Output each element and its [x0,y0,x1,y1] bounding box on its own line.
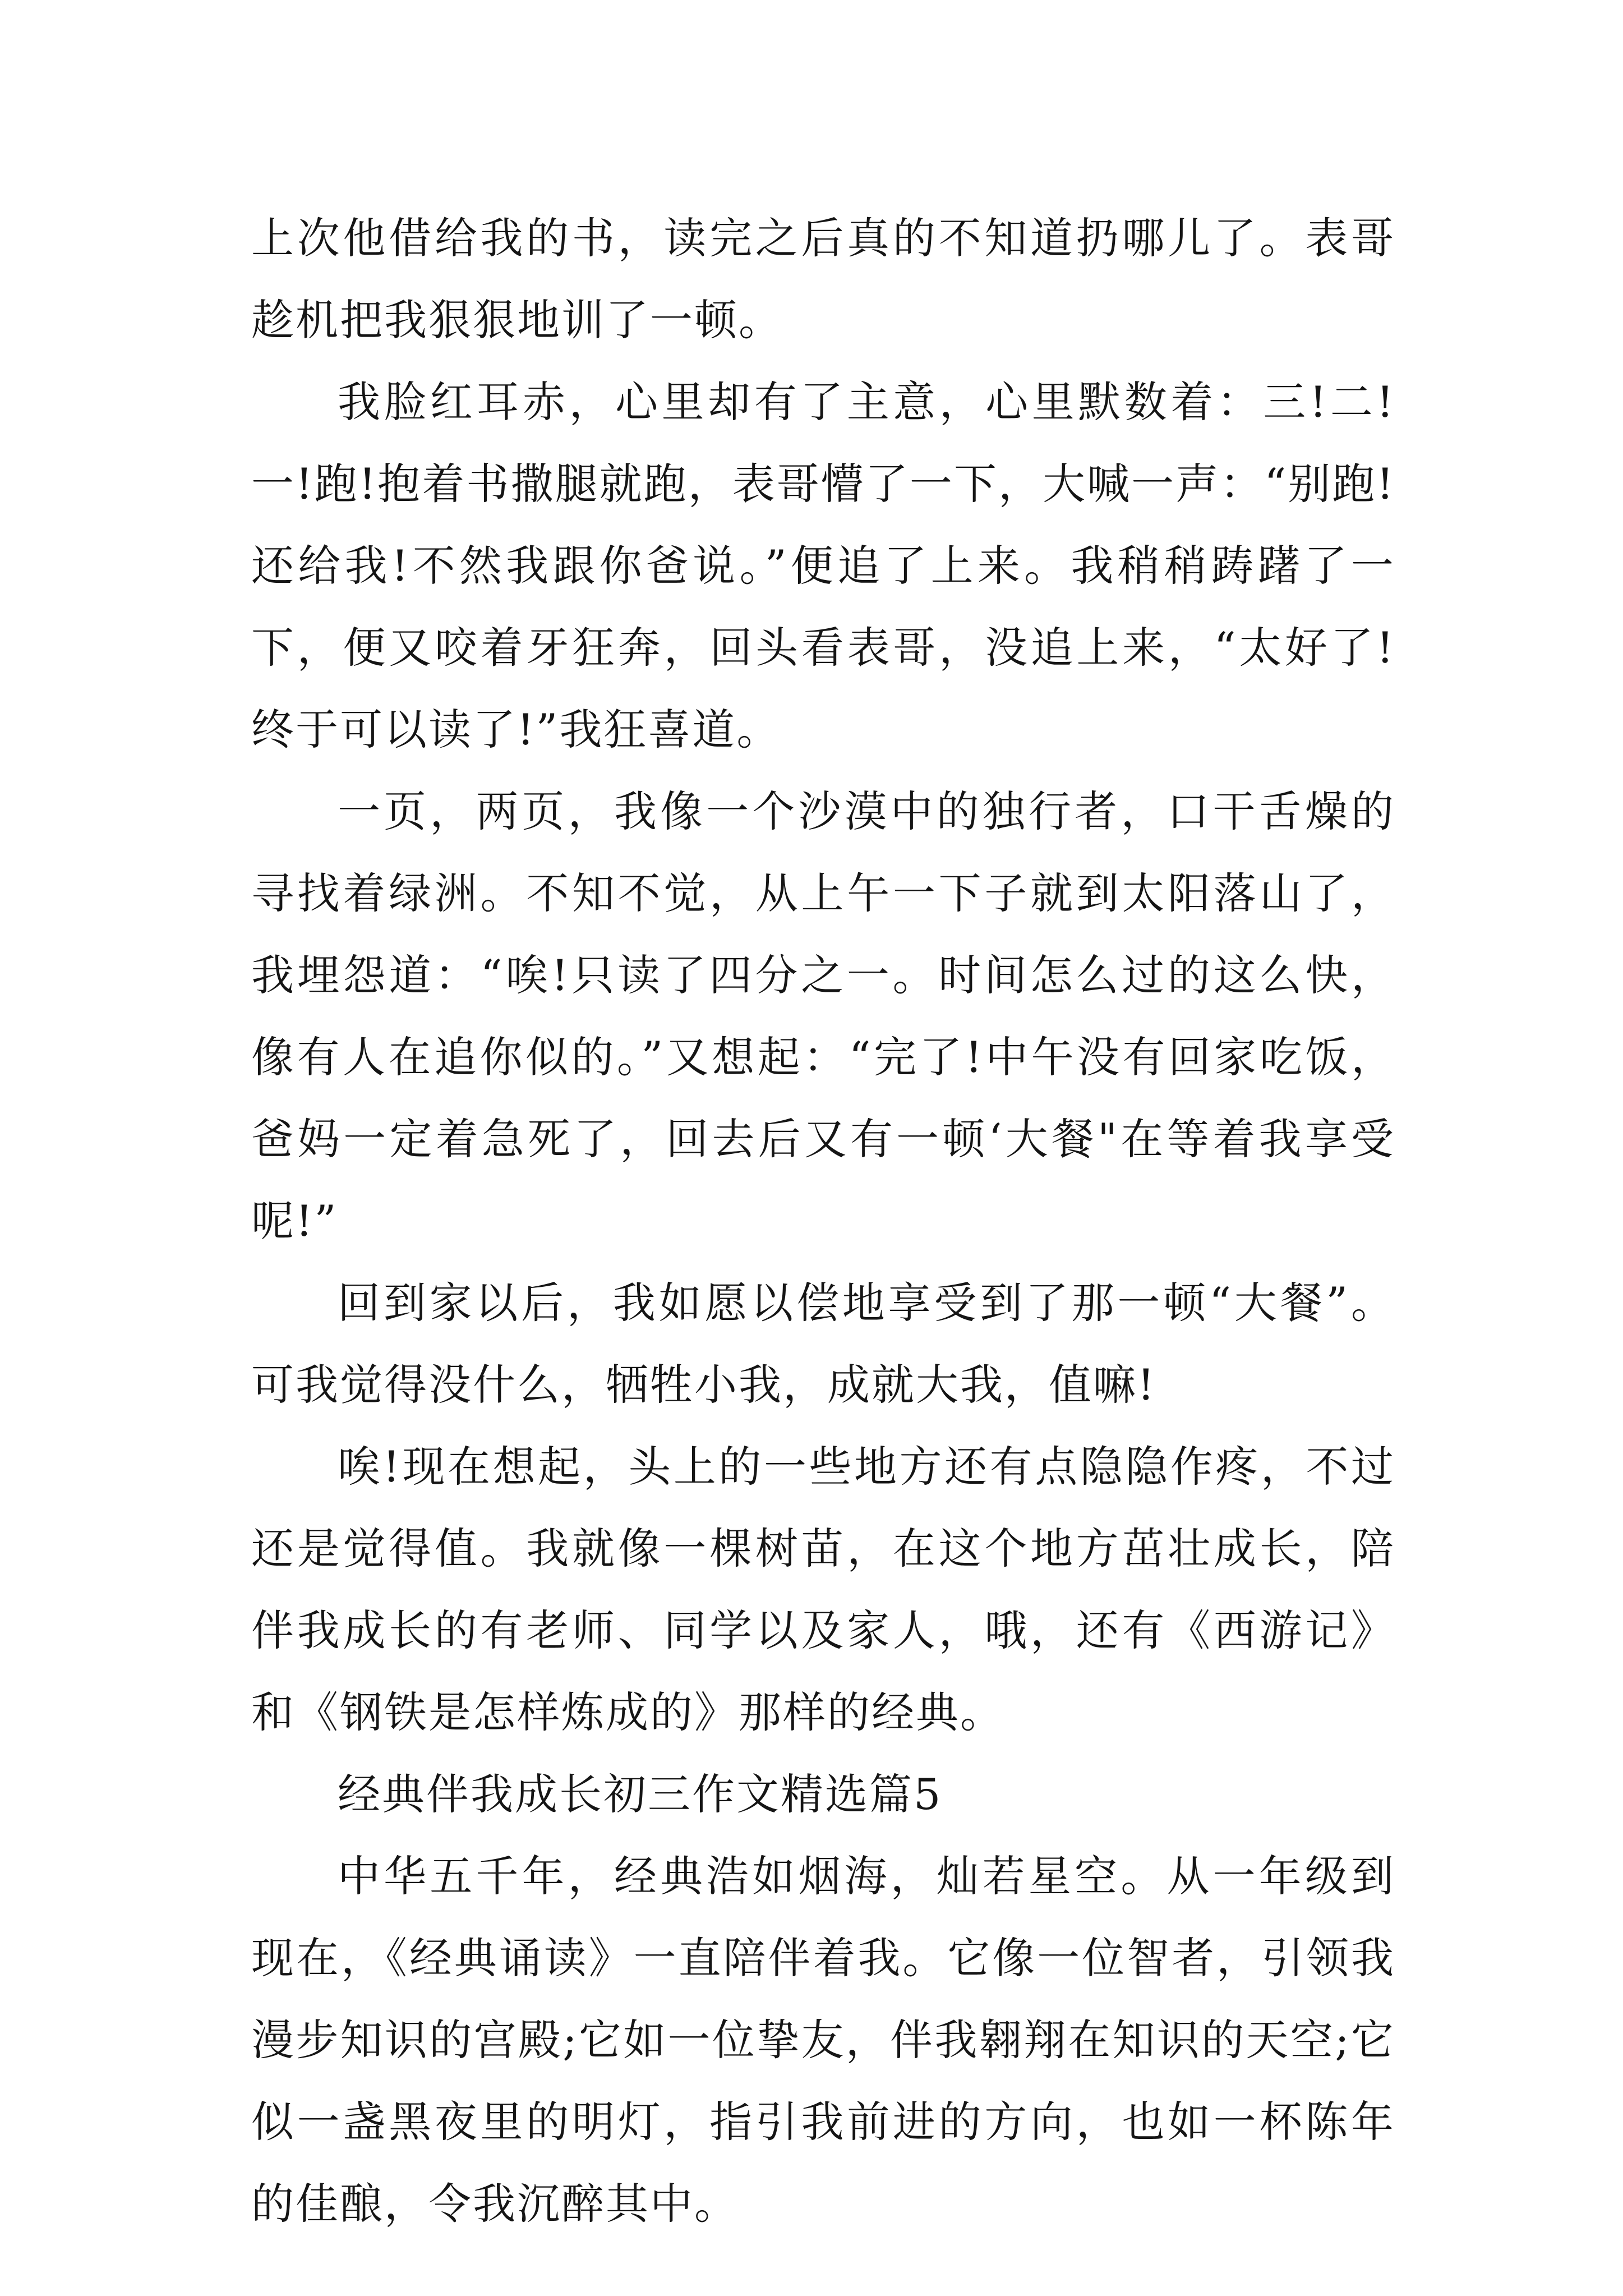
paragraph-6: 中华五千年，经典浩如烟海，灿若星空。从一年级到现在，《经典诵读》一直陪伴着我。它像一位智者，引领我漫步知识的宫殿;它如一位挚友，伴我翱翔在知识的天空;它似一盏黑夜里的明灯，指引我前进的方向，也如一杯陈年的佳酿，令我沉醉其中。 [251,1851,1395,2229]
paragraph-2: 我脸红耳赤，心里却有了主意，心里默数着：三!二!一!跑!抱着书撒腿就跑，表哥懵了一下，大喊一声：“别跑!还给我!不然我跟你爸说。”便追了上来。我稍稍踌躇了一下，便又咬着牙狂奔，回头看表哥，没追上来，“太好了!终于可以读了!”我狂喜道。 [251,377,1395,754]
paragraph-1: 上次他借给我的书，读完之后真的不知道扔哪儿了。表哥趁机把我狠狠地训了一顿。 [251,213,1395,345]
paragraph-5: 唉!现在想起，头上的一些地方还有点隐隐作疼，不过还是觉得值。我就像一棵树苗，在这个地方茁壮成长，陪伴我成长的有老师、同学以及家人，哦，还有《西游记》和《钢铁是怎样炼成的》那样的经典。 [251,1442,1395,1737]
paragraph-4: 回到家以后，我如愿以偿地享受到了那一顿“大餐”。可我觉得没什么，牺牲小我，成就大我，值嘛! [251,1278,1395,1410]
section-heading: 经典伴我成长初三作文精选篇5 [338,1769,943,1819]
paragraph-3: 一页，两页，我像一个沙漠中的独行者，口干舌燥的寻找着绿洲。不知不觉，从上午一下子就到太阳落山了，我埋怨道：“唉!只读了四分之一。时间怎么过的这么快，像有人在追你似的。”又想起：“完了!中午没有回家吃饭，爸妈一定着急死了，回去后又有一顿‘大餐"在等着我享受呢!” [251,786,1395,1246]
document-body [251,197,1395,2245]
